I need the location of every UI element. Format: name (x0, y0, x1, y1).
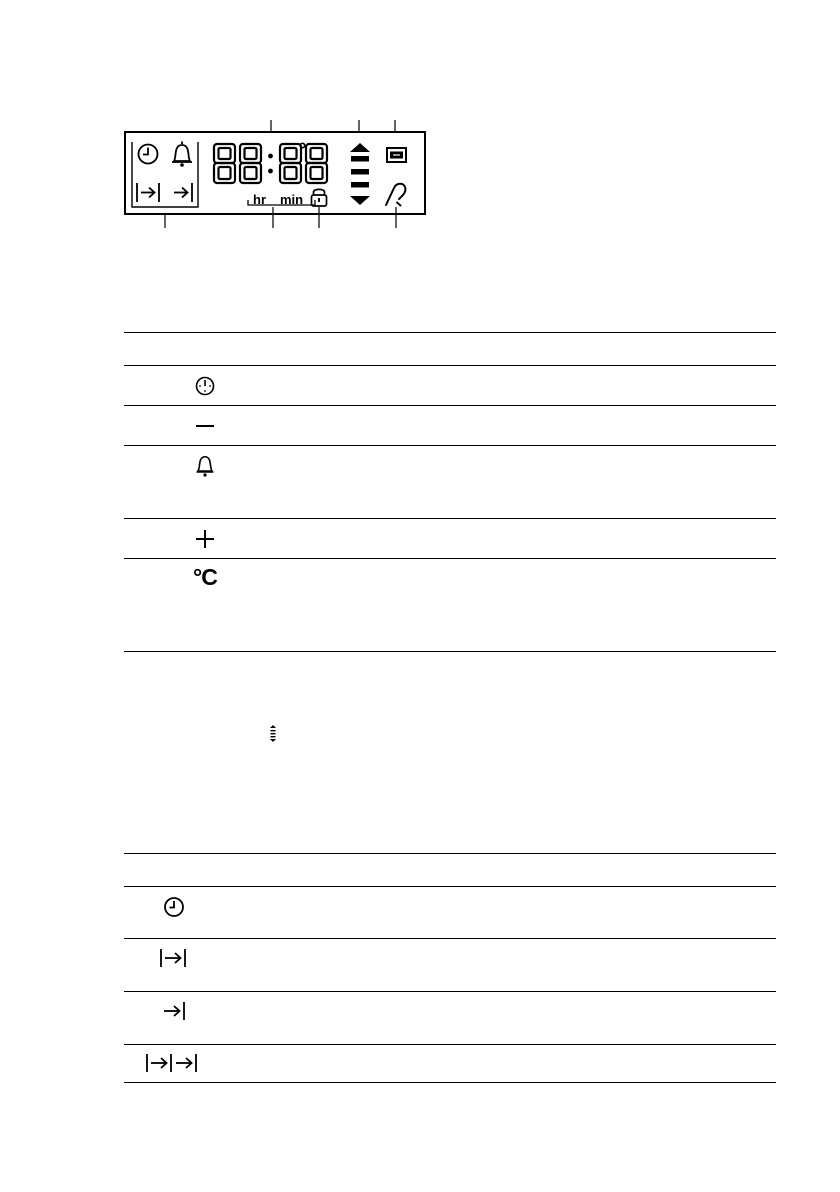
arrow-down-icon (350, 196, 370, 205)
table-row (124, 1045, 776, 1083)
table-row (124, 559, 776, 652)
digit-1 (214, 144, 235, 183)
colon-dot-bottom (268, 169, 273, 174)
arrow-up-icon (350, 143, 370, 152)
probe-icon (386, 184, 405, 206)
duration-icon (158, 947, 190, 969)
digit-2 (240, 144, 261, 183)
celsius-icon: °C (193, 564, 217, 590)
table-header-row (124, 333, 776, 366)
time-display (214, 144, 327, 183)
lock-icon (312, 189, 327, 206)
buttons-table (124, 332, 776, 652)
time-delay-icon (144, 1052, 204, 1074)
clock-icon (139, 145, 158, 164)
heat-level-icon (268, 724, 278, 744)
display-diagram (110, 110, 440, 240)
table-header-row (124, 854, 776, 887)
display-panel (110, 110, 440, 240)
indicator-dot (300, 143, 304, 147)
unit-hr: hr (253, 192, 266, 207)
bell-icon (172, 142, 192, 167)
digit-4 (306, 144, 327, 183)
duration-icon (137, 183, 159, 202)
digit-3 (280, 144, 301, 183)
table-row (124, 519, 776, 559)
heat-level-indicator (350, 143, 370, 205)
table-row (124, 887, 776, 939)
end-time-icon (162, 1000, 188, 1022)
functions-table (124, 853, 776, 1083)
plus-icon (194, 528, 216, 550)
clock-icon (194, 375, 216, 397)
minus-icon (194, 417, 216, 435)
unit-min: min (280, 192, 304, 207)
table-row (124, 992, 776, 1045)
tray-icon (387, 148, 406, 162)
display-frame (125, 132, 425, 214)
table-row (124, 939, 776, 992)
end-time-icon (174, 183, 192, 202)
table-row (124, 366, 776, 406)
bell-icon (194, 454, 216, 478)
table-row (124, 406, 776, 446)
colon-dot-top (268, 154, 273, 159)
clock-icon (162, 895, 186, 919)
table-row (124, 446, 776, 519)
